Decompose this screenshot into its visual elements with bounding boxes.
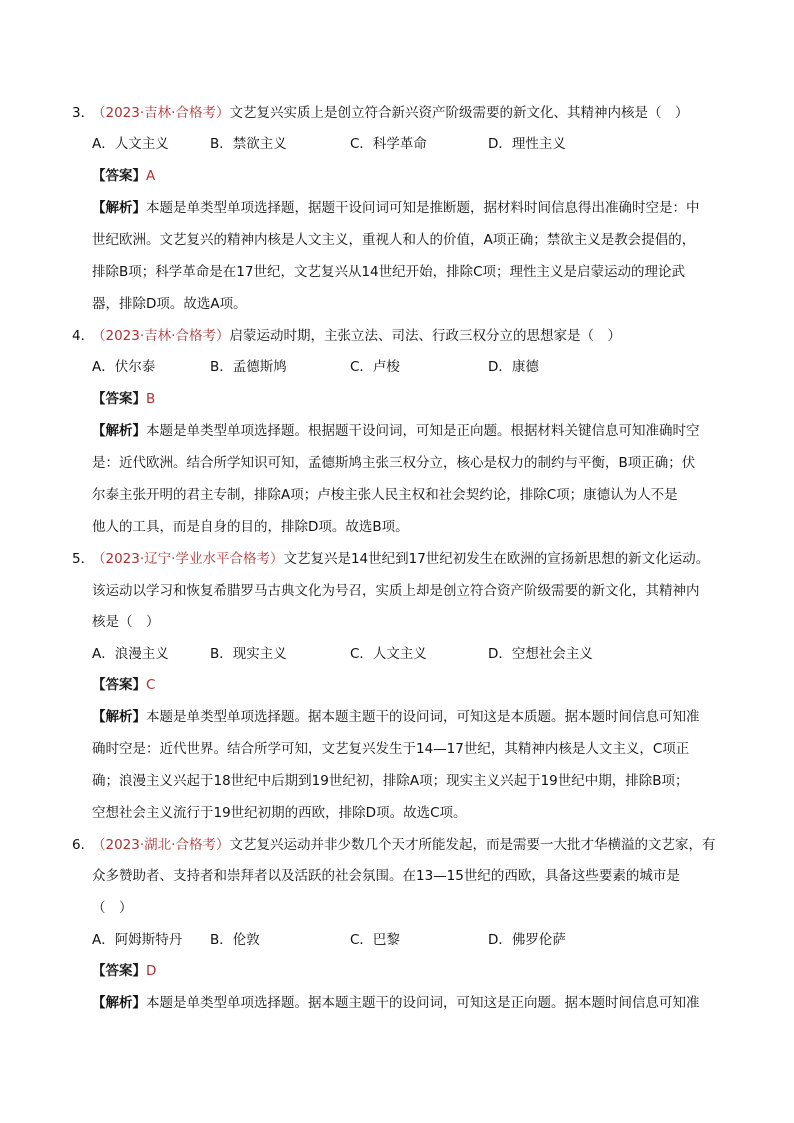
explanation-line: 世纪欧洲。文艺复兴的精神内核是人文主义，重视人和人的价值，A项正确；禁欲主义是教会提倡的，	[92, 232, 696, 248]
option-b: B．现实主义	[210, 646, 287, 662]
explanation-line: 器，排除D项。故选A项。	[92, 296, 247, 312]
option-c: C．卢梭	[350, 359, 400, 375]
answer-label: 【答案】	[92, 168, 146, 184]
option-c: C．巴黎	[350, 932, 400, 948]
question-4-answer	[92, 389, 155, 409]
question-source: （2023·吉林·合格考）	[92, 328, 230, 344]
explanation-line	[92, 993, 700, 1013]
question-number: 5．	[72, 551, 95, 567]
explanation-line	[92, 707, 700, 727]
answer-label: 【答案】	[92, 963, 146, 979]
answer-value: C	[146, 677, 156, 693]
answer-value: A	[146, 168, 156, 184]
question-number: 6．	[72, 837, 95, 853]
option-d: D．佛罗伦萨	[488, 932, 566, 948]
question-3-options	[92, 134, 566, 154]
question-6-stem	[72, 835, 715, 855]
explanation-text: 本题是单类型单项选择题。据本题主题干的设问词，可知这是本质题。据本题时间信息可知准	[146, 709, 700, 725]
question-number: 4．	[72, 328, 95, 344]
question-number: 3．	[72, 105, 95, 121]
question-6-answer	[92, 961, 156, 981]
question-source: （2023·吉林·合格考）	[92, 105, 230, 121]
option-b: B．孟德斯鸠	[210, 359, 287, 375]
explanation-label: 【解析】	[92, 200, 146, 216]
question-stem-line: 文艺复兴是14世纪到17世纪初发生在欧洲的宣扬新思想的新文化运动。	[283, 551, 710, 567]
explanation-line	[92, 421, 700, 441]
question-stem-line: 文艺复兴运动并非少数几个天才所能发起，而是需要一大批才华横溢的文艺家，有	[229, 837, 716, 853]
question-4-options	[92, 357, 539, 377]
explanation-text: 本题是单类型单项选择题。据本题主题干的设问词，可知这是正向题。据本题时间信息可知准	[146, 995, 700, 1011]
option-c: C．人文主义	[350, 646, 427, 662]
explanation-text: 本题是单类型单项选择题，据题干设问词可知是推断题，据材料时间信息得出准确时空是：中	[146, 200, 700, 216]
question-5-stem	[72, 549, 709, 569]
option-a: A．伏尔泰	[92, 359, 156, 375]
question-stem-line: 核是（ ）	[92, 614, 160, 630]
option-d: D．空想社会主义	[488, 646, 593, 662]
question-5-answer	[92, 675, 155, 695]
question-4-stem	[72, 326, 621, 346]
option-b: B．伦敦	[210, 932, 260, 948]
option-a: A．阿姆斯特丹	[92, 932, 183, 948]
option-d: D．康德	[488, 359, 539, 375]
explanation-label: 【解析】	[92, 709, 146, 725]
option-d: D．理性主义	[488, 136, 566, 152]
option-a: A．人文主义	[92, 136, 169, 152]
explanation-line: 他人的工具，而是自身的目的，排除D项。故选B项。	[92, 519, 409, 535]
question-3-stem	[72, 103, 688, 123]
question-stem-line: 该运动以学习和恢复希腊罗马古典文化为号召，实质上却是创立符合资产阶级需要的新文化，其精神内	[92, 583, 700, 599]
explanation-line: 尔泰主张开明的君主专制，排除A项；卢梭主张人民主权和社会契约论，排除C项；康德认为人不是	[92, 487, 678, 503]
explanation-label: 【解析】	[92, 995, 146, 1011]
explanation-line	[92, 198, 700, 218]
question-stem-line: 众多赞助者、支持者和崇拜者以及活跃的社会氛围。在13—15世纪的西欧，具备这些要素的城市是	[92, 868, 680, 884]
question-stem-line: （ ）	[92, 900, 133, 916]
option-c: C．科学革命	[350, 136, 427, 152]
answer-value: B	[146, 391, 156, 407]
question-3-answer	[92, 166, 155, 186]
question-5-options	[92, 644, 593, 664]
question-stem-line: 启蒙运动时期，主张立法、司法、行政三权分立的思想家是（ ）	[229, 328, 621, 344]
explanation-line: 确时空是：近代世界。结合所学可知，文艺复兴发生于14—17世纪，其精神内核是人文主义，C项正	[92, 741, 690, 757]
explanation-line: 排除B项；科学革命是在17世纪，文艺复兴从14世纪开始，排除C项；理性主义是启蒙运动的理论武	[92, 264, 686, 280]
question-source: （2023·湖北·合格考）	[92, 837, 230, 853]
explanation-label: 【解析】	[92, 423, 146, 439]
answer-label: 【答案】	[92, 677, 146, 693]
question-stem-line: 文艺复兴实质上是创立符合新兴资产阶级需要的新文化、其精神内核是（ ）	[229, 105, 689, 121]
explanation-line: 是：近代欧洲。结合所学知识可知，孟德斯鸠主张三权分立，核心是权力的制约与平衡，B项正确；伏	[92, 455, 696, 471]
option-b: B．禁欲主义	[210, 136, 287, 152]
answer-label: 【答案】	[92, 391, 146, 407]
explanation-line: 空想社会主义流行于19世纪初期的西欧，排除D项。故选C项。	[92, 805, 467, 821]
explanation-line: 确；浪漫主义兴起于18世纪中后期到19世纪初，排除A项；现实主义兴起于19世纪中期，排除B项；	[92, 773, 689, 789]
answer-value: D	[146, 963, 157, 979]
option-a: A．浪漫主义	[92, 646, 169, 662]
question-6-options	[92, 930, 566, 950]
question-source: （2023·辽宁·学业水平合格考）	[92, 551, 284, 567]
explanation-text: 本题是单类型单项选择题。根据题干设问词，可知是正向题。根据材料关键信息可知准确时空	[146, 423, 700, 439]
